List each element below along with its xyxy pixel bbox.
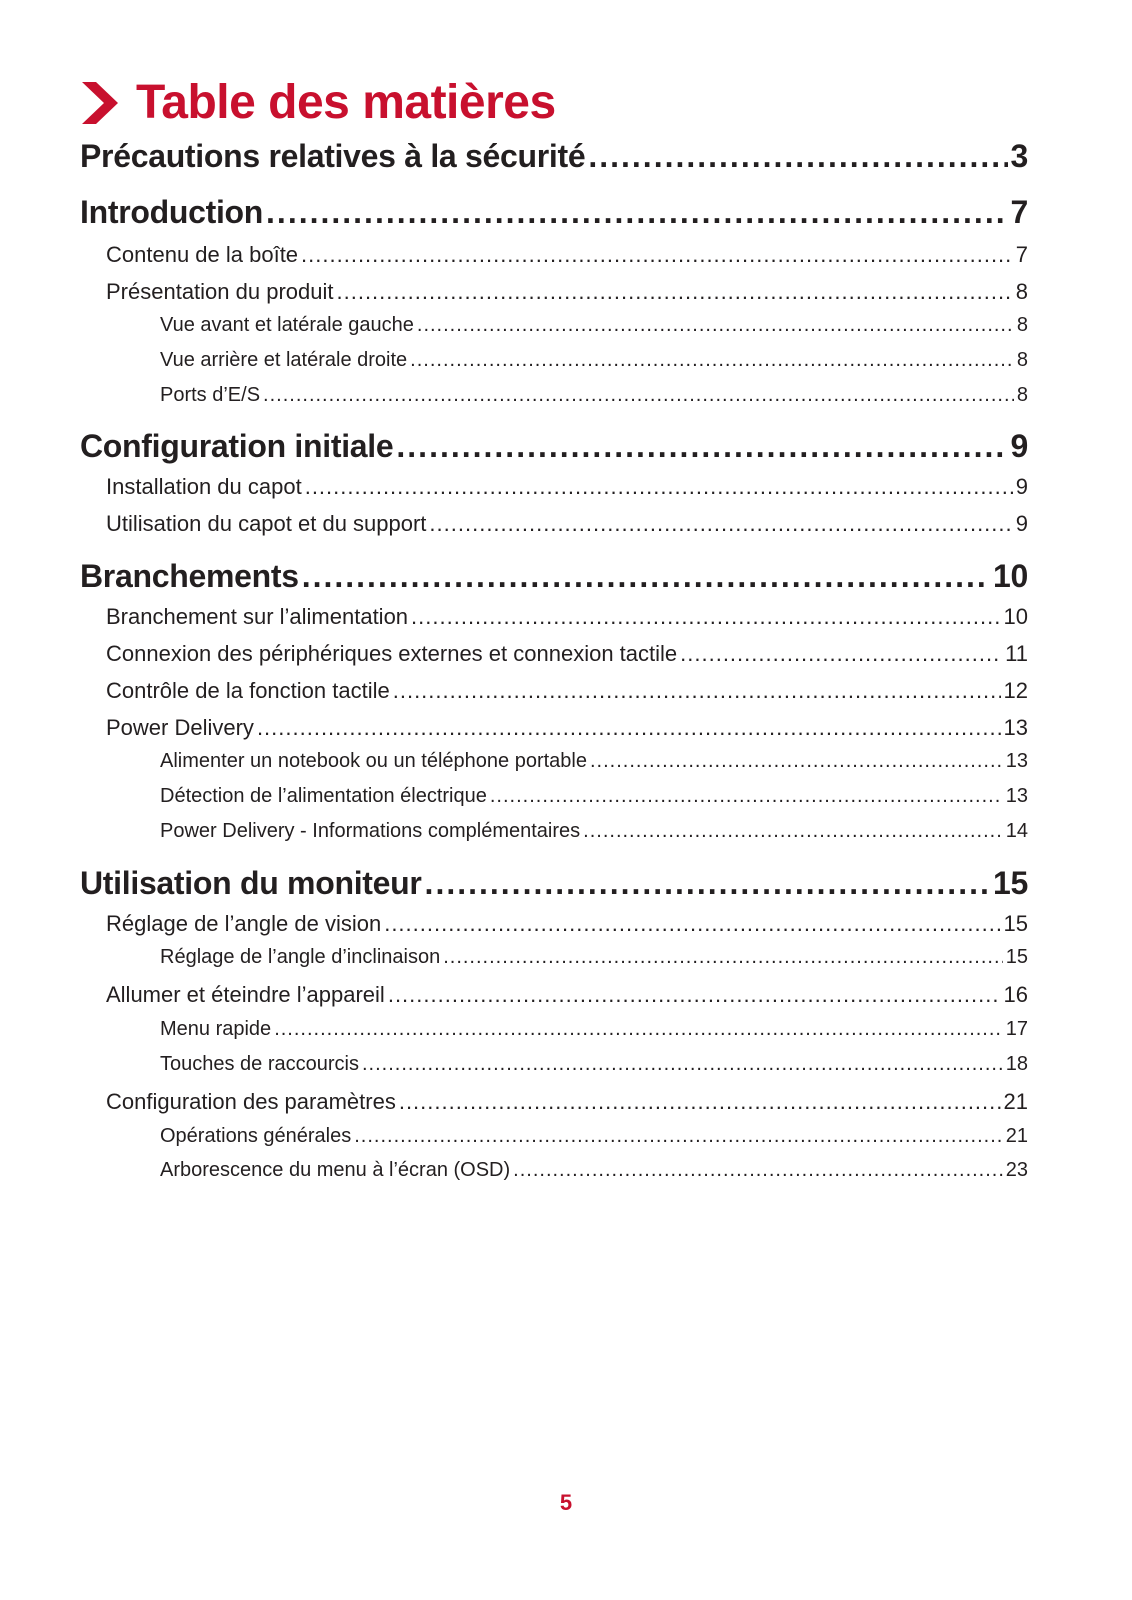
- toc-entry-page: 8: [1015, 279, 1028, 304]
- toc-entry-page: 18: [1005, 1053, 1028, 1075]
- toc-entry-page: 10: [1003, 604, 1028, 629]
- toc-entry-label: Connexion des périphériques externes et connexion tactile: [106, 641, 678, 666]
- toc-dot-leader: [410, 349, 1014, 372]
- toc-entry-page: 17: [1005, 1018, 1028, 1040]
- toc-entry-level-3[interactable]: [80, 349, 1028, 372]
- toc-entry-page: 13: [1005, 750, 1028, 772]
- toc-dot-leader: [301, 242, 1013, 268]
- toc-entry-page: 8: [1016, 349, 1028, 371]
- toc-dot-leader: [588, 138, 1007, 175]
- page-title: [80, 72, 556, 134]
- toc-entry-label: Ports d’E/S: [160, 384, 261, 406]
- toc-entry-level-2[interactable]: [80, 911, 1028, 937]
- toc-entry-page: 21: [1005, 1125, 1028, 1147]
- toc-entry-level-3[interactable]: [80, 384, 1028, 407]
- toc-entry-level-3[interactable]: [80, 1053, 1028, 1076]
- toc-entry-page: 8: [1016, 314, 1028, 336]
- toc-entry-label: Utilisation du capot et du support: [106, 511, 427, 536]
- toc-entry-label: Vue arrière et latérale droite: [160, 349, 408, 371]
- toc-entry-level-3[interactable]: [80, 785, 1028, 808]
- toc-entry-label: Menu rapide: [160, 1018, 272, 1040]
- toc-entry-label: Allumer et éteindre l’appareil: [106, 982, 385, 1007]
- toc-entry-page: 23: [1005, 1159, 1028, 1181]
- toc-entry-level-3[interactable]: [80, 314, 1028, 337]
- toc-dot-leader: [680, 641, 1002, 667]
- toc-entry-page: 13: [1005, 785, 1028, 807]
- toc-entry-label: Présentation du produit: [106, 279, 334, 304]
- toc-entry-level-1[interactable]: [80, 194, 1028, 231]
- toc-dot-leader: [302, 558, 990, 595]
- toc-entry-level-1[interactable]: [80, 428, 1028, 465]
- toc-entry-page: 13: [1003, 715, 1028, 740]
- toc-dot-leader: [305, 474, 1013, 500]
- toc-entry-label: Contenu de la boîte: [106, 242, 299, 267]
- toc-entry-level-3[interactable]: [80, 820, 1028, 843]
- toc-dot-leader: [411, 604, 1000, 630]
- toc-entry-label: Touches de raccourcis: [160, 1053, 359, 1075]
- page-number: 5: [559, 1490, 573, 1515]
- toc-entry-label: Détection de l’alimentation électrique: [160, 785, 487, 807]
- toc-entry-label: Power Delivery - Informations complémentaires: [160, 820, 581, 842]
- toc-entry-label: Arborescence du menu à l’écran (OSD): [160, 1159, 511, 1181]
- toc-entry-label: Réglage de l’angle de vision: [106, 911, 382, 936]
- toc-entry-level-1[interactable]: [80, 138, 1028, 175]
- toc-entry-label: Power Delivery: [106, 715, 254, 740]
- toc-entry-label: Branchement sur l’alimentation: [106, 604, 409, 629]
- toc-entry-page: 12: [1003, 678, 1028, 703]
- toc-entry-level-2[interactable]: [80, 1089, 1028, 1115]
- toc-entry-page: 15: [1005, 946, 1028, 968]
- toc-dot-leader: [590, 750, 1003, 773]
- toc-entry-label: Opérations générales: [160, 1125, 352, 1147]
- toc-entry-level-3[interactable]: [80, 1018, 1028, 1041]
- toc-dot-leader: [274, 1018, 1003, 1041]
- toc-entry-page: 14: [1005, 820, 1028, 842]
- toc-entry-page: 3: [1010, 138, 1028, 174]
- toc-entry-page: 9: [1015, 474, 1028, 499]
- toc-dot-leader: [429, 511, 1012, 537]
- toc-entry-page: 9: [1015, 511, 1028, 536]
- toc-entry-level-3[interactable]: [80, 1125, 1028, 1148]
- toc-entry-page: 8: [1016, 384, 1028, 406]
- toc-dot-leader: [393, 678, 1001, 704]
- toc-dot-leader: [583, 820, 1003, 843]
- toc-entry-level-2[interactable]: [80, 641, 1028, 667]
- toc-entry-page: 7: [1010, 194, 1028, 230]
- toc-entry-level-2[interactable]: [80, 604, 1028, 630]
- toc-dot-leader: [443, 946, 1003, 969]
- toc-entry-page: 9: [1010, 428, 1028, 464]
- toc-dot-leader: [388, 982, 1001, 1008]
- toc-entry-level-1[interactable]: [80, 865, 1028, 902]
- toc-entry-label: Configuration initiale: [80, 428, 394, 464]
- toc-entry-level-2[interactable]: [80, 678, 1028, 704]
- toc-entry-level-2[interactable]: [80, 715, 1028, 741]
- toc-entry-level-2[interactable]: [80, 982, 1028, 1008]
- toc-entry-page: 15: [1003, 911, 1028, 936]
- toc-entry-label: Précautions relatives à la sécurité: [80, 138, 586, 174]
- page-title-text: Table des matières: [136, 76, 556, 129]
- toc-dot-leader: [384, 911, 1000, 937]
- toc-entry-label: Vue avant et latérale gauche: [160, 314, 414, 336]
- toc-dot-leader: [337, 279, 1013, 305]
- toc-dot-leader: [399, 1089, 1001, 1115]
- toc-entry-level-3[interactable]: [80, 1159, 1028, 1182]
- toc-entry-page: 10: [993, 558, 1028, 594]
- toc-entry-page: 16: [1003, 982, 1028, 1007]
- toc-dot-leader: [513, 1159, 1003, 1182]
- toc-dot-leader: [263, 384, 1014, 407]
- toc-entry-level-2[interactable]: [80, 511, 1028, 537]
- toc-dot-leader: [417, 314, 1014, 337]
- toc-entry-label: Branchements: [80, 558, 299, 594]
- toc-entry-page: 7: [1015, 242, 1028, 267]
- toc-entry-page: 15: [993, 865, 1028, 901]
- chevron-right-icon: [80, 80, 120, 126]
- toc-entry-level-1[interactable]: [80, 558, 1028, 595]
- toc-entry-level-2[interactable]: [80, 474, 1028, 500]
- toc-dot-leader: [425, 865, 990, 902]
- toc-entry-label: Alimenter un notebook ou un téléphone portable: [160, 750, 587, 772]
- toc-dot-leader: [396, 428, 1007, 465]
- toc-entry-label: Installation du capot: [106, 474, 302, 499]
- toc-dot-leader: [266, 194, 1007, 231]
- toc-dot-leader: [257, 715, 1001, 741]
- toc-entry-level-3[interactable]: [80, 946, 1028, 969]
- toc-dot-leader: [362, 1053, 1003, 1076]
- toc-entry-label: Contrôle de la fonction tactile: [106, 678, 390, 703]
- toc-entry-page: 21: [1003, 1089, 1028, 1114]
- toc-entry-label: Introduction: [80, 194, 264, 230]
- toc-entry-level-3[interactable]: [80, 750, 1028, 773]
- toc-dot-leader: [354, 1125, 1003, 1148]
- toc-entry-label: Réglage de l’angle d’inclinaison: [160, 946, 441, 968]
- toc-entry-page: 11: [1005, 641, 1028, 666]
- toc-entry-level-2[interactable]: [80, 279, 1028, 305]
- toc-entry-label: Utilisation du moniteur: [80, 865, 422, 901]
- toc-entry-level-2[interactable]: [80, 242, 1028, 268]
- toc-dot-leader: [490, 785, 1003, 808]
- toc-entry-label: Configuration des paramètres: [106, 1089, 396, 1114]
